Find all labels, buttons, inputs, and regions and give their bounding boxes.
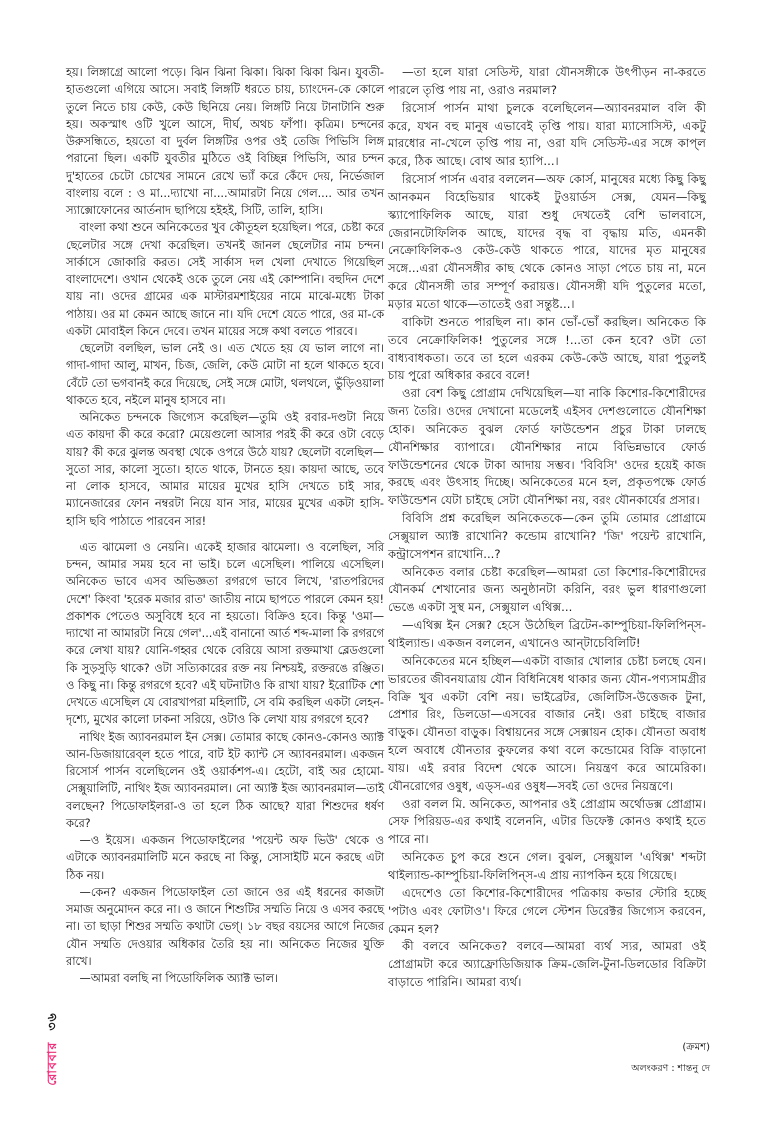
paragraph: রিসোর্স পার্সন মাথা চুলকে বলেছিলেন—অ্যাবনরমাল বলি কী করে, যখন বহু মানুষ এভাবেই তৃপ্তি পায়। যারা ম্যাসোসিস্ট, একটু মারধোর না-খেলে তৃপ্তি পায় না, ওরা যদি সেডিস্ট-এর সঙ্গে কাপ্‌ল করে, ঠিক আছে। বোথ আর হ্যাপি...। [388, 100, 706, 169]
paragraph: অনিকেত বলার চেষ্টা করেছিল—আমরা তো কিশোর-কিশোরীদের যৌনকর্ম শেখানোর জন্য অনুষ্ঠানটা করিনি, বরং ভুল ধারণাগুলো ভেঙে একটা সুস্থ মন, সেক্সুয়াল এথিক্স... [388, 564, 706, 615]
paragraph: —ও ইয়েস। একজন পিডোফাইলের 'পয়েন্ট অফ ভিউ' থেকে ও এটাকে অ্যাবনরমালিটি মনে করছে না কিন্তু, সোসাইটি মনে করছে এটা ঠিক নয়। [66, 834, 384, 882]
paragraph: অনিকেত চন্দনকে জিগ্যেস করেছিল—তুমি ওই রবার-দণ্ডটা নিয়ে এত কায়দা কী করে করো? মেয়েগুলো আসার পরই কী করে ওটা বেড়ে যায়? কী করে ঝুলন্ত অবস্থা থেকে ওপরে উঠে যায়? ছেলেটা বলেছিল—সুতো সার, কালো সুতো। হাতে থাকে, টানতে হয়। কায়দা আছে, তবে না লোক হাসবে, আমার মায়ের মুখের হাসি দেখতে চাই সার, ম্যানেজারের ফোন নম্বরটা নিয়ে যান সার, মায়ের মুখের একটা হাসি-হাসি ছবি পাঠাতে পারবেন সার! [66, 411, 384, 528]
paragraph: —আমরা বলছি না পিডোফিলিক অ্যাক্ট ভাল। [79, 972, 278, 985]
illustration-credit: অলংকরণ : শান্তনু দে [631, 1063, 710, 1074]
article-column-left [66, 64, 384, 987]
to-be-continued: (ক্রমশ) [682, 1042, 710, 1053]
paragraph: ওরা বেশ কিছু প্রোগ্রাম দেখিয়েছিল—যা নাকি কিশোর-কিশোরীদের জন্য তৈরি। ওদের দেখানো মডেলেই এইসব দেশগুলোতে যৌনশিক্ষা হোক। অনিকেত বুঝল ফোর্ড ফাউন্ডেশন প্রচুর টাকা ঢালছে যৌনশিক্ষার ব্যাপারে। যৌনশিক্ষার নামে বিভিন্নভাবে ফোর্ড ফাউন্ডেশনের থেকে টাকা আদায় সম্ভব। 'বিবিসি' ওদের হয়েই কাজ করছে এবং উৎসাহ দিচ্ছে। অনিকেতের মনে হল, প্রকৃতপক্ষে ফোর্ড ফাউন্ডেশন যেটা চাইছে সেটা যৌনশিক্ষা নয়, বরং যৌনকার্যের প্রসার। [388, 386, 706, 508]
paragraph: বিবিসি প্রশ্ন করেছিল অনিকেতকে—কেন তুমি তোমার প্রোগ্রামে সেক্সুয়াল অ্যাক্ট রাখোনি? কন্ডোম রাখোনি? 'জি' পয়েন্ট রাখোনি, কন্ট্রাসেপশন রাখোনি...? [388, 511, 706, 561]
paragraph: অনিকেতের মনে হচ্ছিল—একটা বাজার খোলার চেষ্টা চলছে যেন। ভারতের জীবনযাত্রায় যৌন বিধিনিষেধ থাকার জন্য যৌন-পণ্যসামগ্রীর বিক্রি খুব একটা বেশি নয়। ভাইব্রেটর, জেলিটিস-উত্তেজক টুনা, প্রেশার রিং, ডিলডো—এসবের বাজার নেই। ওরা চাইছে বাজার বাড়ুক। যৌনতা বাড়ুক। বিশ্বায়নের সঙ্গে সেক্সায়ন হোক। যৌনতা অবাধ হলে অবাধে যৌনতার কুফলের কথা বলে কন্ডোমের বিক্রি বাড়ানো যায়। এই রবার বিদেশ থেকে আসে। নিয়ন্ত্রণ করে আমেরিকা। যৌনরোগের ওষুধ, এড্‌স-এর ওষুধ—সবই তো ওদের নিয়ন্ত্রণে। [388, 653, 706, 793]
paragraph: —এথিক্স ইন সেক্স? হেসে উঠেছিল ব্রিটেন-কাম্পুচিয়া-ফিলিপিন্‌স-থাইল্যান্ড। একজন বললেন, এখানেও আন্‌টাচেবিলিটি! [388, 618, 706, 650]
paragraph: অনিকেত চুপ করে শুনে গেল। বুঝল, সেক্সুয়াল 'এথিক্স' শব্দটা থাইল্যান্ড-কাম্পুচিয়া-ফিলিপিন্‌স-এ প্রায় ন্যাপকিন হয়ে গিয়েছে। [388, 850, 706, 882]
paragraph: এদেশেও তো কিশোর-কিশোরীদের পত্রিকায় কভার স্টোরি হচ্ছে 'পটাও এবং ফোটাও'। ফিরে গেলে স্টেশন ডিরেক্টর জিগ্যেস করবেন, কেমন হল? [388, 885, 706, 936]
article-column-right [388, 64, 706, 992]
paragraph: এত ঝামেলা ও নেয়নি। একেই হাজার ঝামেলা। ও বলেছিল, সরি চন্দন, আমার সময় হবে না ভাই। চলে এসেছিল। পালিয়ে এসেছিল। অনিকেত ভাবে এসব অভিজ্ঞতা রগরগে ভাবে লিখে, 'রাতপরিদের দেশে' কিংবা 'হরেক মজার রাত' জাতীয় নামে ছাপতে পারলে কেমন হয়! প্রকাশক পেতেও অসুবিধে হবে না হয়তো। বিক্রিও হবে। কিন্তু 'ওমা—দ্যাখো না আমারটা নিয়ে গেল'...এই বানানো আর্ত শব্দ-মালা কি রগরগে করে লেখা যায়? যোনি-গহ্বর থেকে বেরিয়ে আসা রক্তমাখা ব্লেডগুলো কি সুড়সুড়ি থাকে? ওটা সত্যিকারের রক্ত নয় নিশ্চয়ই, রক্তরঙে রঞ্জিত। ও কিছু না। কিন্তু রগরগে হবে? এই ঘটনাটাও কি রাখা যায়? ইরোটিক শো দেখতে এসেছিল যে বোরখাপরা মহিলাটি, সে বমি করছিল একটা লেহন-দৃশ্যে, মুখের কালো ঢাকনা সরিয়ে, ওটাও কি লেখা যায় রগরগে হবে? [66, 540, 384, 727]
page-number: ৩৬ [44, 1012, 59, 1031]
paragraph: —কেন? একজন পিডোফাইল তো জানে ওর এই ধরনের কাজটা সমাজ অনুমোদন করে না। ও জানে শিশুটির সম্মতি নিয়ে ও এসব করছে না। তা ছাড়া শিশুর সম্মতি কথাটা ভেগ্। ১৮ বছর বয়সের আগে নিজের যৌন সম্মতি দেওয়ার অধিকার তৈরি হয় না। অনিকেত নিজের যুক্তি রাখে। [66, 885, 384, 968]
paragraph: বাংলা কথা শুনে অনিকেতের খুব কৌতূহল হয়েছিল। পরে, চেষ্টা করে ছেলেটার সঙ্গে দেখা করেছিল। তখনই জানল ছেলেটার নাম চন্দন। সার্কাসে জোকারি করত। সেই সার্কাস দল খেলা দেখাতে গিয়েছিল বাংলাদেশে। ওখান থেকেই ওকে তুলে নেয় এই কোম্পানি। বহুদিন দেশে যায় না। ওদের গ্রামের এক মাস্টারমশাইয়ের নামে মাঝে-মধ্যে টাকা পাঠায়। ওর মা কেমন আছে জানে না। যদি দেশে যেতে পারে, ওর মা-কে একটা মোবাইল কিনে দেবে। তখন মায়ের সঙ্গে কথা বলতে পারবে। [66, 221, 384, 338]
paragraph: হয়। লিঙ্গাগ্রে আলো পড়ে। ঝিন ঝিনা ঝিকা। ঝিকা ঝিকা ঝিন। যুবতী-হাতগুলো এগিয়ে আসে। সবাই লিঙ্গটি ধরতে চায়, চ্যাংদেন-কে কোলে তুলে নিতে চায় কেউ, কেউ ছিনিয়ে নেয়। লিঙ্গটি নিয়ে টানাটানি শুরু হয়। অকস্মাৎ ওটি খুলে আসে, দীর্ঘ, অথচ ফাঁপা। কৃত্রিম। চন্দনের উরুসন্ধিতে, হয়তো বা দুর্বল লিঙ্গটির ওপর ওই তেজি পিভিসি লিঙ্গ পরানো ছিল। একটি যুবতীর মুঠিতে ওই বিচ্ছিন্ন পিভিসি, আর চন্দন দু'হাতের চেটো চোখের সামনে রেখে ভ্যাঁ করে কেঁদে দেয়, নির্ভেজাল বাংলায় বলে : ও মা...দ্যাখো না....আমারটা নিয়ে গেল.... আর তখন স্যাক্সোফোনের আর্তনাদ ছাপিয়ে হইহই, সিটি, তালি, হাসি। [66, 66, 384, 217]
paragraph: রিসোর্স পার্সন এবার বললেন—অফ কোর্স, মানুষের মধ্যে কিছু কিছু আনকমন বিহেভিয়ার থাকেই টুওয়ার্ডস সেক্স, যেমন—কিছু স্ক্যাপোফিলিক আছে, যারা শুধু দেখতেই বেশি ভালবাসে, জেরানটোফিলিক আছে, যাদের বৃদ্ধ বা বৃদ্ধায় মতি, এমনকী নেক্রোফিলিক-ও কেউ-কেউ থাকতে পারে, যাদের মৃত মানুষের সঙ্গে...এরা যৌনসঙ্গীর কাছ থেকে কোনও সাড়া পেতে চায় না, মনে করে যৌনসঙ্গী তার সম্পূর্ণ করায়ত্ত। যৌনসঙ্গী যদি পুতুলের মতো, মড়ার মতো থাকে—তাতেই ওরা সন্তুষ্ট...। [388, 172, 706, 311]
magazine-name: রোববার [44, 1041, 59, 1086]
paragraph: —তা হলে যারা সেডিস্ট, যারা যৌনসঙ্গীকে উৎপীড়ন না-করতে পারলে তৃপ্তি পায় না, ওরাও নরমাল? [388, 65, 706, 97]
paragraph: ছেলেটা বলছিল, ভাল নেই ও। এত খেতে হয় যে ভাল লাগে না। গাদা-গাদা আলু, মাখন, চিজ, জেলি, কেউ মোটা না হলে থাকতে হবে। বেঁটে তো ভগবানই করে দিয়েছে, সেই সঙ্গে মোটা, থলথলে, ভুঁড়িওয়ালা থাকতে হবে, নইলে মানুষ হাসবে না। [66, 342, 384, 407]
paragraph: নাথিং ইজ অ্যাবনরমাল ইন সেক্স। তোমার কাছে কোনও-কোনও অ্যাক্ট আন-ডিজায়ারেব্‌ল হতে পারে, বাট ইট ক্যান্ট সে অ্যাবনরমাল। একজন রিসোর্স পার্সন বলেছিলেন ওই ওয়ার্কশপ-এ। হেটো, বাই অর হোমো-সেক্সুয়ালিটি, নাথিং ইজ অ্যাবনরমাল। নো অ্যাক্ট ইজ অ্যাবনরমাল—তাই বলছেন? পিডোফাইলরা-ও তা হলে ঠিক আছে? যারা শিশুদের ধর্ষণ করে? [66, 730, 384, 830]
paragraph: বাকিটা শুনতে পারছিল না। কান ভোঁ-ভোঁ করছিল। অনিকেত কি তবে নেক্রোফিলিক! পুতুলের সঙ্গে !...তা কেন হবে? ওটা তো বাধ্যবাধকতা। তবে তা হলে এরকম কেউ-কেউ আছে, যারা পুতুলই চায় পুরো অধিকার করবে বলে! [388, 314, 706, 383]
paragraph: কী বলবে অনিকেত? বলবে—আমরা ব্যর্থ স্যর, আমরা ওই প্রোগ্রামটা করে অ্যাফ্রোডিজিয়াক ক্রিম-জেলি-টুনা-ডিলডোর বিক্রিটা বাড়াতে পারিনি। আমরা ব্যর্থ। [388, 939, 706, 990]
page-side-label [42, 1012, 62, 1086]
paragraph: ওরা বলল মি. অনিকেত, আপনার ওই প্রোগ্রাম অর্থোডক্স প্রোগ্রাম। সেফ পিরিয়ড-এর কথাই বলেননি, এটার ডিফেক্ট কোনও কথাই হতে পারে না। [388, 796, 706, 847]
